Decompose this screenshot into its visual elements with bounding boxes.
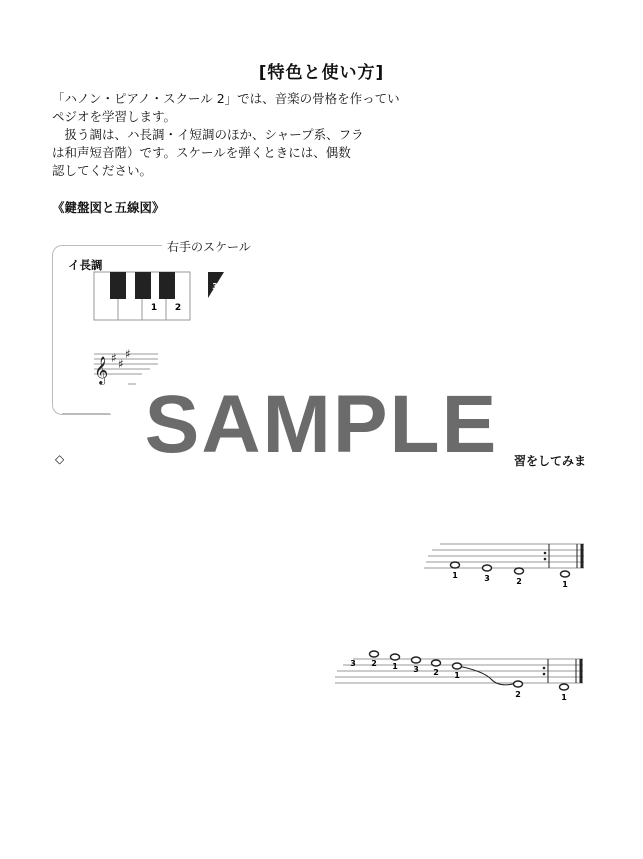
treble-clef-icon: 𝄞 bbox=[94, 356, 109, 384]
staff-fragment-2 bbox=[333, 645, 589, 705]
svg-text:2: 2 bbox=[516, 577, 522, 586]
finger-number: 2 bbox=[174, 303, 182, 313]
svg-text:1: 1 bbox=[452, 571, 458, 580]
key-name: イ長調 bbox=[68, 258, 103, 272]
page-title: [特色と使い方] bbox=[258, 63, 385, 83]
intro-line-5: 認してください。 bbox=[52, 163, 153, 178]
exercise-hint: ◇ bbox=[55, 452, 65, 466]
sample-watermark: SAMPLE bbox=[144, 379, 499, 470]
sharp-icon: ♯ bbox=[118, 357, 124, 371]
note bbox=[483, 565, 492, 571]
note bbox=[451, 562, 460, 568]
svg-text:1: 1 bbox=[562, 580, 568, 589]
svg-text:3: 3 bbox=[350, 659, 356, 668]
finger-number: 1 bbox=[150, 303, 158, 313]
black-key bbox=[110, 272, 126, 299]
svg-text:2: 2 bbox=[433, 668, 439, 677]
note bbox=[561, 571, 570, 577]
svg-text:1: 1 bbox=[454, 671, 460, 680]
intro-line-1: 「ハノン・ピアノ・スクール 2」では、音楽の骨格を作ってい bbox=[52, 91, 400, 106]
section-heading: 《鍵盤図と五線図》 bbox=[52, 200, 165, 215]
exercise-hint-end: 習をしてみま bbox=[514, 454, 587, 468]
staff-fragment-1 bbox=[418, 538, 590, 593]
finger-number: 3 bbox=[212, 282, 218, 291]
svg-text:3: 3 bbox=[413, 665, 419, 674]
svg-text:1: 1 bbox=[561, 693, 567, 702]
note bbox=[515, 568, 524, 574]
sharp-icon: ♯ bbox=[111, 351, 117, 365]
diagram-frame-top bbox=[62, 245, 162, 246]
sharp-icon: ♯ bbox=[125, 347, 131, 361]
intro-line-2: ペジオを学習します。 bbox=[52, 109, 177, 124]
svg-text:2: 2 bbox=[515, 690, 521, 699]
intro-line-3: 扱う調は、ハ長調・イ短調のほか、シャープ系、フラ bbox=[52, 127, 364, 142]
diagram-label: 右手のスケール bbox=[163, 238, 255, 255]
intro-line-4: は和声短音階）です。スケールを弾くときには、偶数 bbox=[52, 145, 351, 160]
keyboard-diagram bbox=[90, 270, 230, 325]
svg-text:1: 1 bbox=[392, 662, 398, 671]
svg-text:3: 3 bbox=[484, 574, 490, 583]
black-key bbox=[159, 272, 175, 299]
svg-text:2: 2 bbox=[371, 659, 377, 668]
black-key bbox=[135, 272, 151, 299]
